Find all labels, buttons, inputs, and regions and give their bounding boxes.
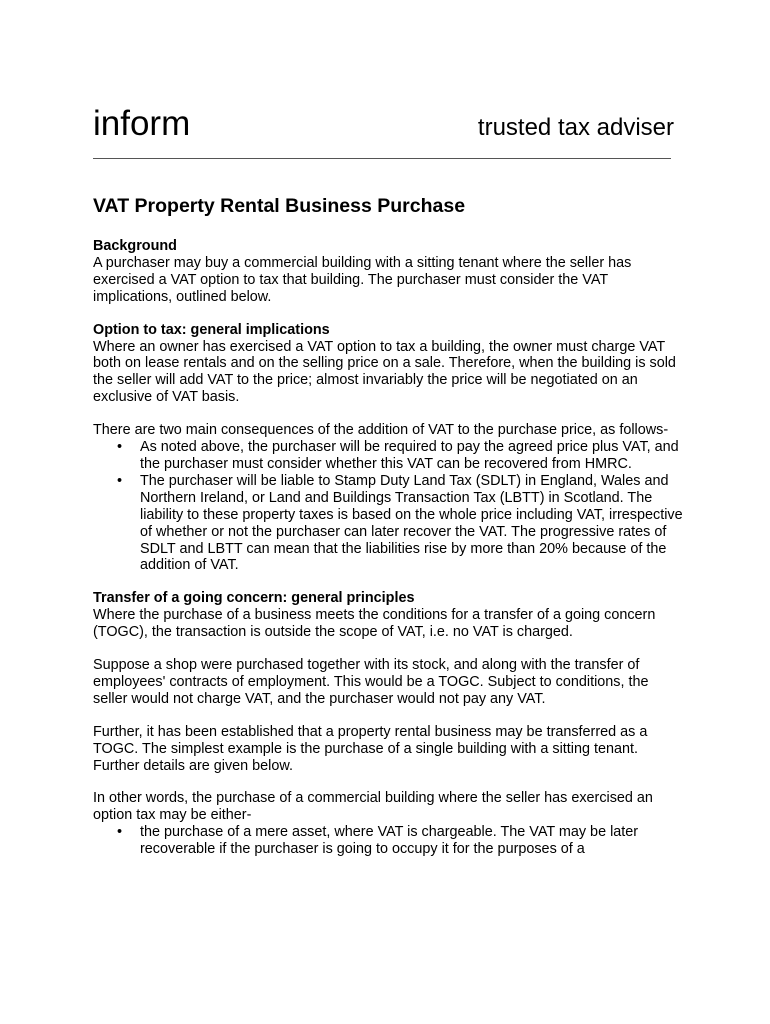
section-heading: Background — [93, 238, 177, 254]
tagline: trusted tax adviser — [477, 114, 674, 141]
bullet-list — [93, 824, 683, 858]
bullet-item: • As noted above, the purchaser will be required to pay the agreed price plus VAT, and the purchaser must consider whether this VAT can be recovered from HMRC. — [140, 439, 683, 473]
section-heading: Transfer of a going concern: general principles — [93, 590, 415, 607]
bullet-list — [93, 439, 683, 574]
paragraph: In other words, the purchase of a commercial building where the seller has exercised an option tax may be either- — [93, 790, 653, 824]
paragraph: Where an owner has exercised a VAT option to tax a building, the owner must charge VAT both on lease rentals and on the selling price on a sale. Therefore, when the building is sold the seller will add VAT to the price; almost invariably the price will be negotiated on an exclusive of VAT basis. — [93, 338, 676, 406]
brand-logo: inform — [93, 104, 191, 143]
bullet-item: • the purchase of a mere asset, where VAT is chargeable. The VAT may be later recoverable if the purchaser is going to occupy it for the purposes of a — [140, 824, 683, 858]
paragraph: There are two main consequences of the addition of VAT to the purchase price, as follows- — [93, 422, 669, 439]
section-togc — [93, 590, 683, 858]
document-title: VAT Property Rental Business Purchase — [93, 195, 466, 217]
bullet-item: • The purchaser will be liable to Stamp Duty Land Tax (SDLT) in England, Wales and Northern Ireland, or Land and Buildings Transaction Tax (LBTT) in Scotland. The liability to these property taxes is based on the whole price including VAT, irrespective of whether or not the purchaser can later recover the VAT. The progressive rates of SDLT and LBTT can mean that the liabilities rise by more than 20% because of the addition of VAT. — [140, 473, 683, 574]
paragraph: A purchaser may buy a commercial building with a sitting tenant where the seller has exercised a VAT option to tax that building. The purchaser must consider the VAT implications, outlined below. — [93, 254, 632, 305]
section-background — [93, 238, 683, 306]
paragraph: Suppose a shop were purchased together with its stock, and along with the transfer of employees' contracts of employment. This would be a TOGC. Subject to conditions, the seller would not charge VAT, and the purchaser would not pay any VAT. — [93, 657, 649, 707]
paragraph: Further, it has been established that a property rental business may be transferred as a TOGC. The simplest example is the purchase of a single building with a sitting tenant. Further details are given below. — [93, 723, 648, 774]
document-body — [93, 238, 683, 874]
header-divider — [93, 158, 671, 159]
section-option-to-tax — [93, 322, 683, 575]
paragraph: Where the purchase of a business meets the conditions for a transfer of a going concern (TOGC), the transaction is outside the scope of VAT, i.e. no VAT is charged. — [93, 607, 656, 641]
section-heading: Option to tax: general implications — [93, 321, 330, 338]
